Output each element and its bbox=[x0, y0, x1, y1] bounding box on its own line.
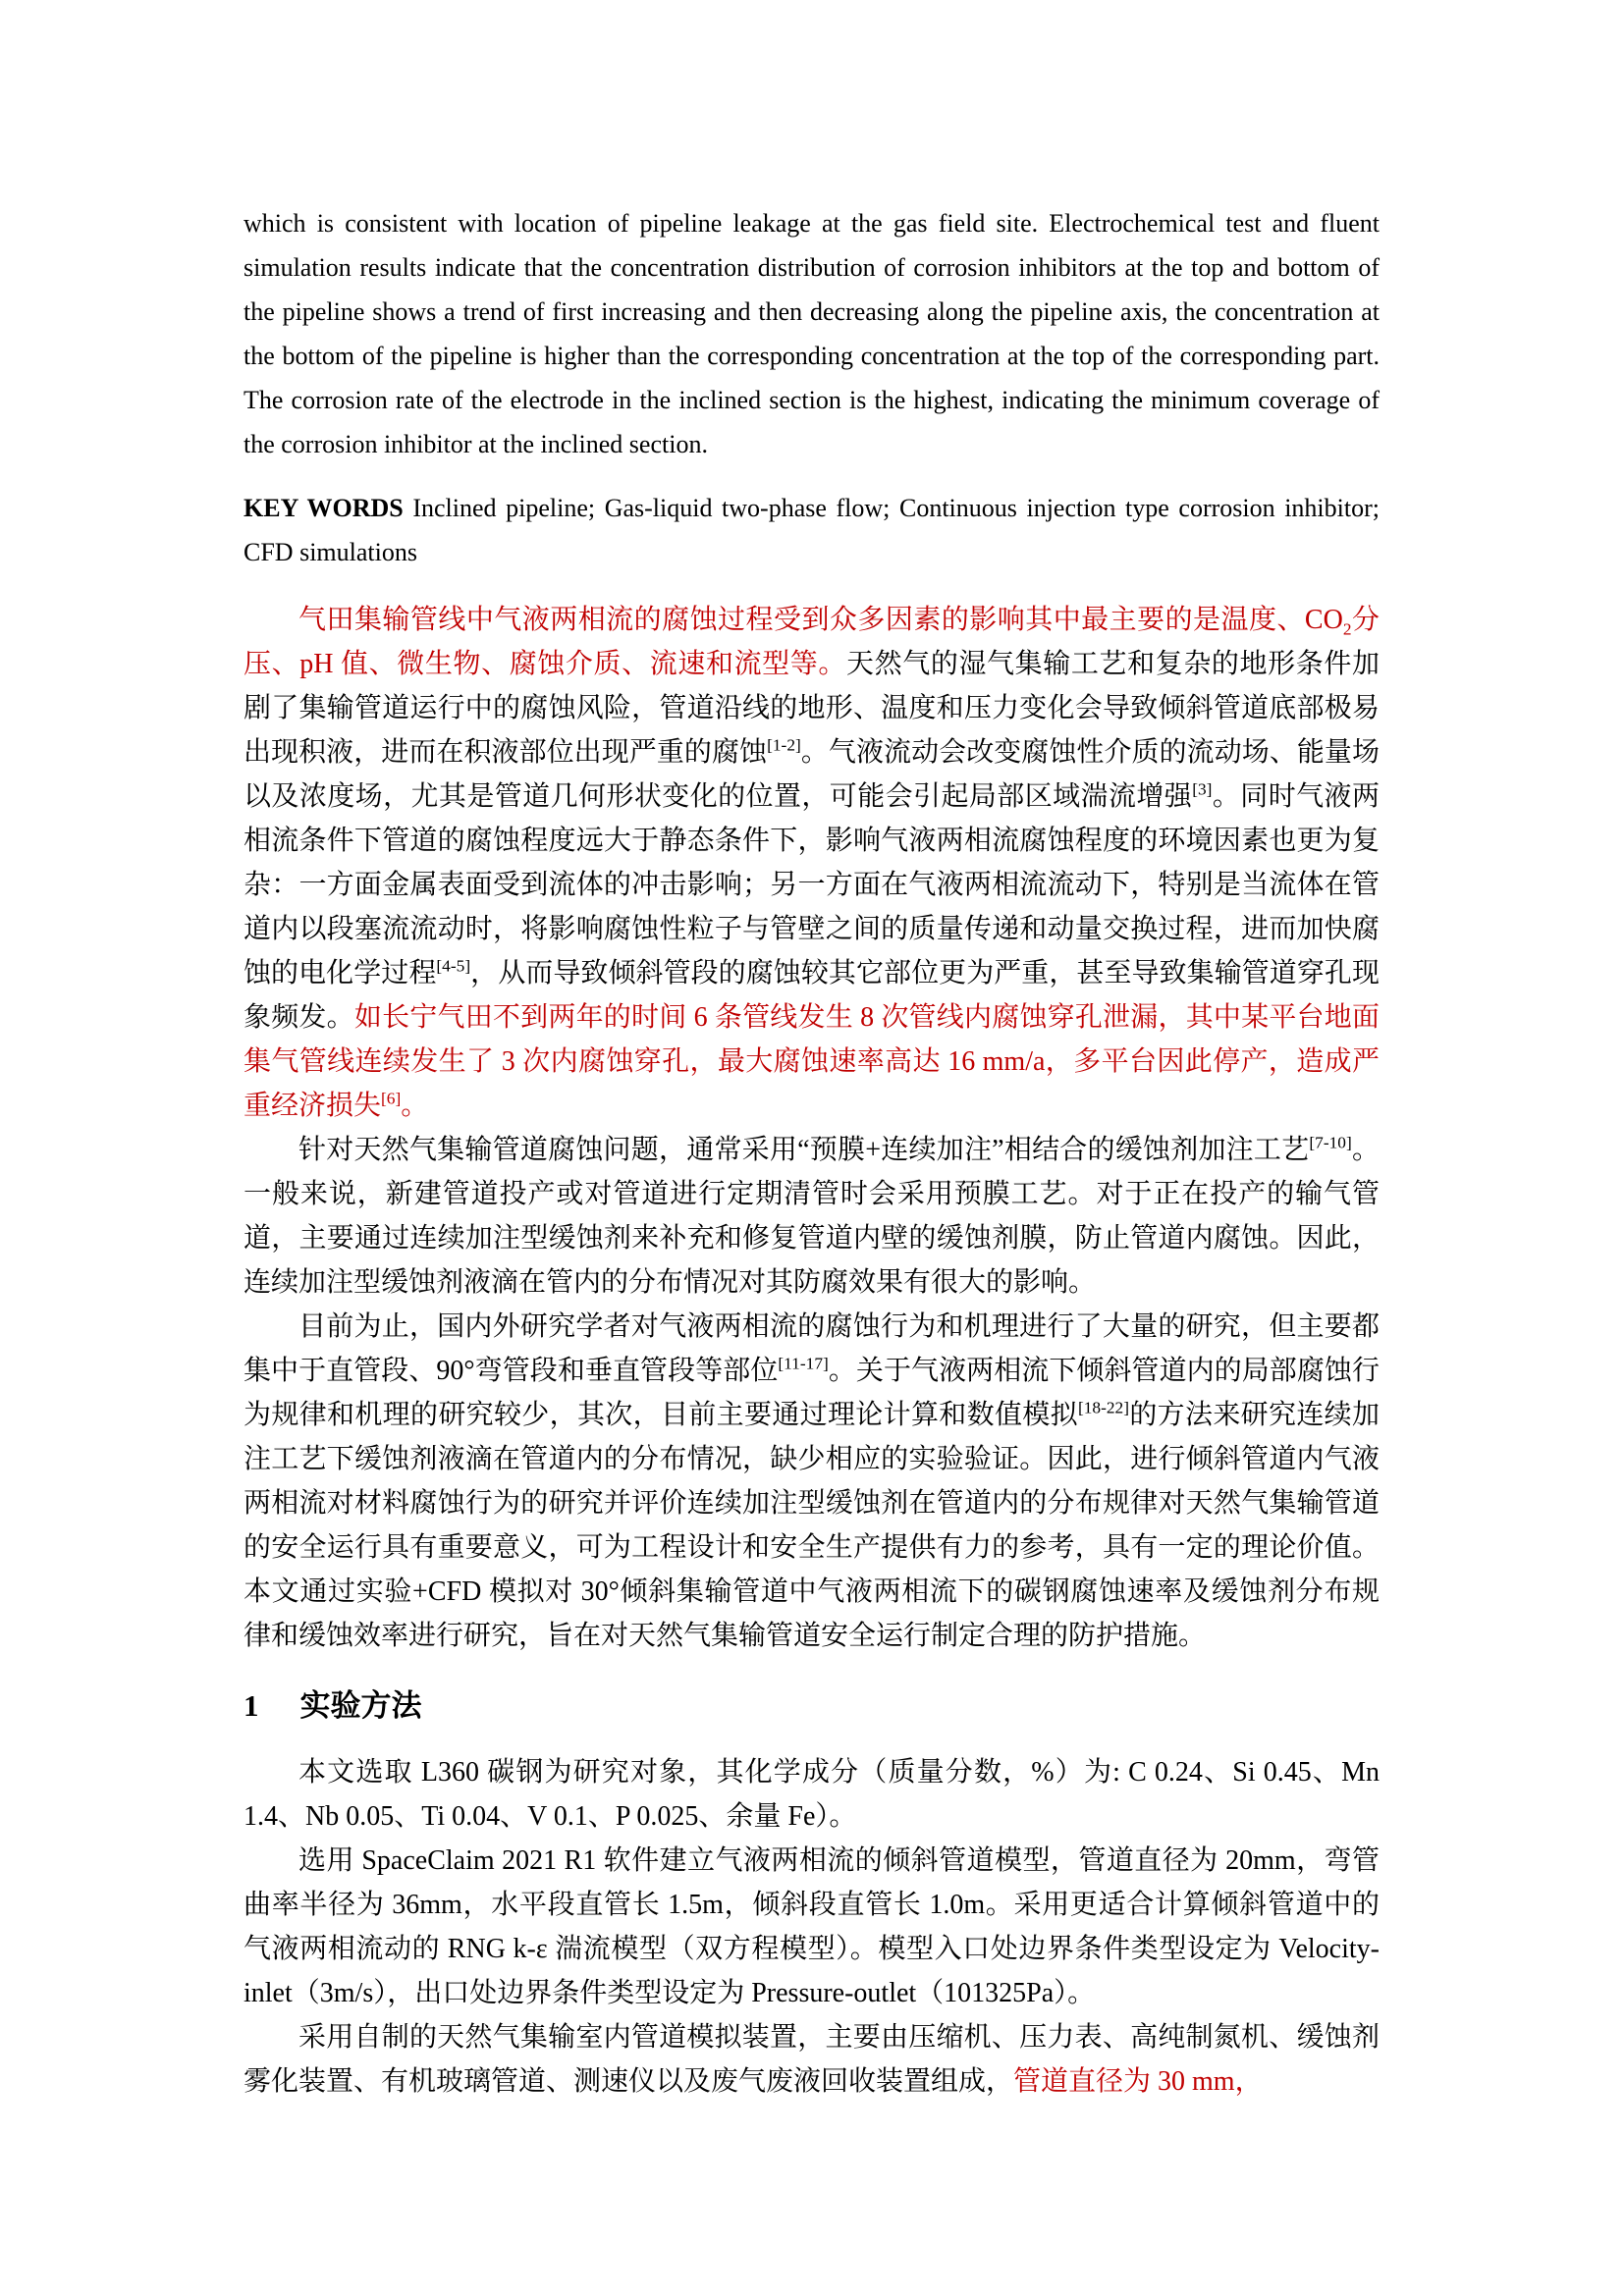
text-run: ，从而导致倾斜管段的腐蚀较其它部位更为严重，甚至导致集输管道穿孔现象频发。 bbox=[244, 958, 1380, 1033]
citation-marker: [6] bbox=[381, 1089, 402, 1108]
text-run: 针对天然气集输管道腐蚀问题，通常采用“预膜+连续加注”相结合的缓蚀剂加注工艺 bbox=[298, 1135, 1310, 1165]
citation-marker: [1-2] bbox=[767, 735, 801, 755]
citation-marker: 2 bbox=[1342, 619, 1352, 639]
text-run: 。同时气液两相流条件下管道的腐蚀程度远大于静态条件下，影响气液两相流腐蚀程度的环境因素也更为复杂：一方面金属表面受到流体的冲击影响；另一方面在气液两相流流动下，特别是当流体在管道内以段塞流流动时，将影响腐蚀性粒子与管壁之间的质量传递和动量交换过程，进而加快腐蚀的电化学过程 bbox=[244, 781, 1380, 988]
text-run: 管道直径为 30 mm， bbox=[1013, 2066, 1263, 2097]
citation-marker: [11-17] bbox=[778, 1354, 829, 1373]
text-run: 选用 SpaceClaim 2021 R1 软件建立气液两相流的倾斜管道模型，管道直径为 20mm，弯管曲率半径为 36mm，水平段直管长 1.5m，倾斜段直管长 1.0m。采用更适合计算倾斜管道中的气液两相流动的 RNG k-ε 湍流模型（双方程模型）。模型入口处边界条件类型设定为 Velocity-inlet（3m/s），出口处边界条件类型设定为 Pressure-outlet（101325Pa）。 bbox=[244, 1845, 1380, 2008]
text-run: 。关于气液两相流下倾斜管道内的局部腐蚀行为规律和机理的研究较少，其次，目前主要通过理论计算和数值模拟 bbox=[244, 1356, 1380, 1430]
citation-marker: [3] bbox=[1192, 779, 1213, 799]
citation-marker: [4-5] bbox=[436, 956, 471, 976]
text-run: 采用自制的天然气集输室内管道模拟装置，主要由压缩机、压力表、高纯制氮机、缓蚀剂雾化装置、有机玻璃管道、测速仪以及废气废液回收装置组成， bbox=[244, 2022, 1380, 2097]
citation-marker: [18-22] bbox=[1077, 1398, 1129, 1417]
text-run: 。 bbox=[401, 1091, 429, 1121]
text-run: 的方法来研究连续加注工艺下缓蚀剂液滴在管道内的分布情况，缺少相应的实验验证。因此，进行倾斜管道内气液两相流对材料腐蚀行为的研究并评价连续加注型缓蚀剂在管道内的分布规律对天然气集输管道的安全运行具有重要意义，可为工程设计和安全生产提供有力的参考，具有一定的理论价值。本文通过实验+CFD 模拟对 30°倾斜集输管道中气液两相流下的碳钢腐蚀速率及缓蚀剂分布规律和缓蚀效率进行研究，旨在对天然气集输管道安全运行制定合理的防护措施。 bbox=[244, 1400, 1380, 1651]
keywords-paragraph bbox=[244, 486, 1380, 574]
citation-marker: [7-10] bbox=[1309, 1133, 1352, 1152]
text-run: 。一般来说，新建管道投产或对管道进行定期清管时会采用预膜工艺。对于正在投产的输气管道，主要通过连续加注型缓蚀剂来补充和修复管道内壁的缓蚀剂膜，防止管道内腐蚀。因此，连续加注型缓蚀剂液滴在管内的分布情况对其防腐效果有很大的影响。 bbox=[244, 1135, 1380, 1298]
text-run: 分压、pH 值、微生物、腐蚀介质、流速和流型等。 bbox=[244, 605, 1380, 679]
intro-paragraph-1 bbox=[244, 598, 1380, 1128]
method-paragraph-3 bbox=[244, 2015, 1380, 2104]
text-run: 本文选取 L360 碳钢为研究对象，其化学成分（质量分数，%）为: C 0.24、Si 0.45、Mn 1.4、Nb 0.05、Ti 0.04、V 0.1、P 0.025、余量 Fe）。 bbox=[244, 1757, 1380, 1832]
text-run: 天然气的湿气集输工艺和复杂的地形条件加剧了集输管道运行中的腐蚀风险，管道沿线的地形、温度和压力变化会导致倾斜管道底部极易出现积液，进而在积液部位出现严重的腐蚀 bbox=[244, 649, 1380, 768]
section-heading bbox=[244, 1685, 1380, 1727]
keywords-label: KEY WORDS bbox=[244, 494, 404, 522]
keywords-text: Inclined pipeline; Gas-liquid two-phase flow; Continuous injection type corrosion inhibitor; CFD simulations bbox=[244, 494, 1380, 566]
text-run: 如长宁气田不到两年的时间 6 条管线发生 8 次管线内腐蚀穿孔泄漏，其中某平台地面集气管线连续发生了 3 次内腐蚀穿孔，最大腐蚀速率高达 16 mm/a，多平台因此停产，造成严重经济损失 bbox=[244, 1002, 1380, 1121]
intro-paragraph-2 bbox=[244, 1128, 1380, 1305]
section-title: 实验方法 bbox=[299, 1688, 422, 1723]
method-paragraph-2 bbox=[244, 1839, 1380, 2015]
text-run: 目前为止，国内外研究学者对气液两相流的腐蚀行为和机理进行了大量的研究，但主要都集中于直管段、90°弯管段和垂直管段等部位 bbox=[244, 1311, 1380, 1386]
section-number: 1 bbox=[244, 1688, 259, 1723]
intro-paragraph-3 bbox=[244, 1305, 1380, 1658]
text-run: 。气液流动会改变腐蚀性介质的流动场、能量场以及浓度场，尤其是管道几何形状变化的位置，可能会引起局部区域湍流增强 bbox=[244, 737, 1380, 812]
abstract-paragraph: which is consistent with location of pipeline leakage at the gas field site. Electrochemical test and fluent simulation results indicate that the concentration distribution of corrosion inhibitors at the top and bottom of the pipeline shows a trend of first increasing and then decreasing along the pipeline axis, the concentration at the bottom of the pipeline is higher than the corresponding concentration at the top of the corresponding part. The corrosion rate of the electrode in the inclined section is the highest, indicating the minimum coverage of the corrosion inhibitor at the inclined section. bbox=[244, 209, 1380, 458]
text-run: 气田集输管线中气液两相流的腐蚀过程受到众多因素的影响其中最主要的是温度、CO bbox=[298, 605, 1343, 635]
method-paragraph-1 bbox=[244, 1750, 1380, 1839]
